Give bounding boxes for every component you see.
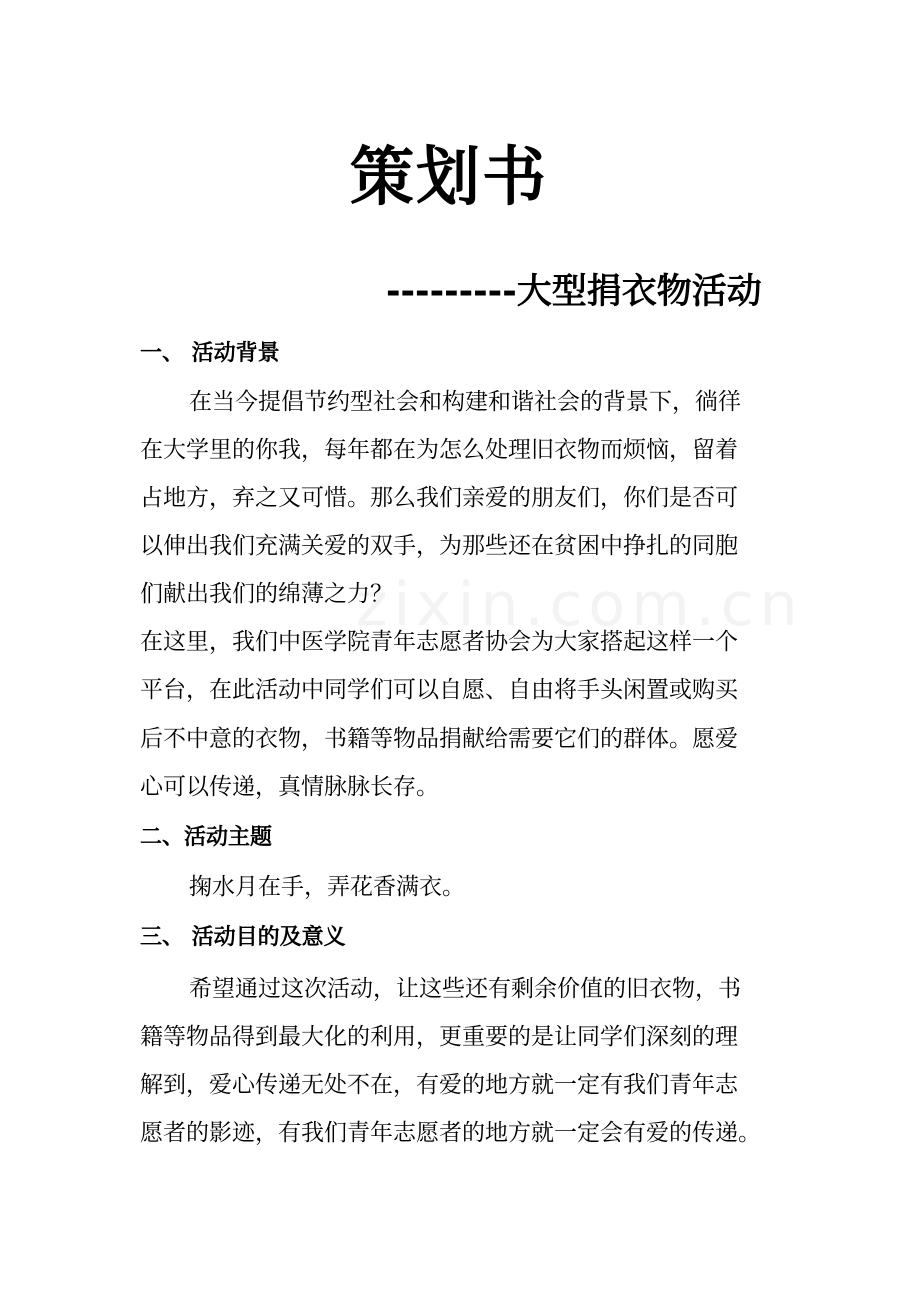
paragraph-line: 占地方，弃之又可惜。那么我们亲爱的朋友们，你们是否可 (140, 485, 738, 511)
paragraph-line: 们献出我们的绵薄之力？ (140, 581, 393, 607)
paragraph-line: 心可以传递，真情脉脉长存。 (140, 774, 439, 800)
paragraph-line: 在当今提倡节约型社会和构建和谐社会的背景下，徜徉 (189, 389, 741, 415)
document-title: 策划书 (350, 141, 548, 215)
paragraph-line: 籍等物品得到最大化的利用，更重要的是让同学们深刻的理 (140, 1024, 738, 1050)
paragraph-line: 在大学里的你我，每年都在为怎么处理旧衣物而烦恼，留着 (140, 437, 738, 463)
paragraph-line: 解到，爱心传递无处不在，有爱的地方就一定有我们青年志 (140, 1072, 738, 1098)
section-heading-background: 一、 活动背景 (140, 341, 280, 366)
paragraph-line: 在这里，我们中医学院青年志愿者协会为大家搭起这样一个 (140, 629, 738, 655)
section-heading-theme: 二、活动主题 (140, 825, 273, 850)
watermark: zixin.com.cn (356, 570, 804, 640)
paragraph-line: 愿者的影迹，有我们青年志愿者的地方就一定会有爱的传递。 (140, 1120, 761, 1146)
paragraph-line: 后不中意的衣物，书籍等物品捐献给需要它们的群体。愿爱 (140, 726, 738, 752)
section-heading-purpose: 三、 活动目的及意义 (140, 925, 346, 950)
paragraph-line: 掬水月在手，弄花香满衣。 (189, 874, 465, 900)
document-subtitle: ---------大型捐衣物活动 (386, 272, 762, 312)
paragraph-line: 希望通过这次活动，让这些还有剩余价值的旧衣物，书 (189, 976, 741, 1002)
paragraph-line: 平台，在此活动中同学们可以自愿、自由将手头闲置或购买 (140, 677, 738, 703)
paragraph-line: 以伸出我们充满关爱的双手，为那些还在贫困中挣扎的同胞 (140, 533, 738, 559)
